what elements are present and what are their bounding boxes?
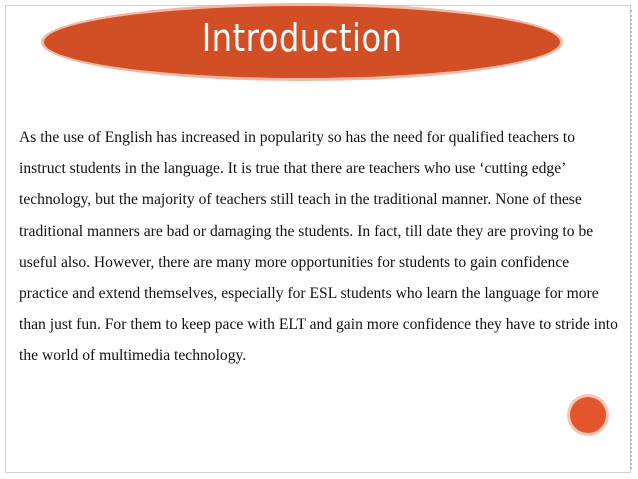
decorative-dotted-line: [630, 10, 634, 469]
decorative-circle: [570, 397, 606, 433]
slide-title: Introduction: [201, 16, 403, 60]
title-banner: [44, 6, 560, 78]
slide-body-text: As the use of English has increased in popularity so has the need for qualified teachers to instruct students in the language. It is true that there are teachers who use ‘cutting edge’ technology, but the majority of teachers still teach in the traditional manner. None of these traditional manners are bad or damaging the students. In fact, till date they are proving to be useful also. However, there are many more opportunities for students to gain confidence practice and extend themselves, especially for ESL students who learn the language for more than just fun. For them to keep pace with ELT and gain more confidence they have to stride into the world of multimedia technology.: [19, 129, 618, 365]
